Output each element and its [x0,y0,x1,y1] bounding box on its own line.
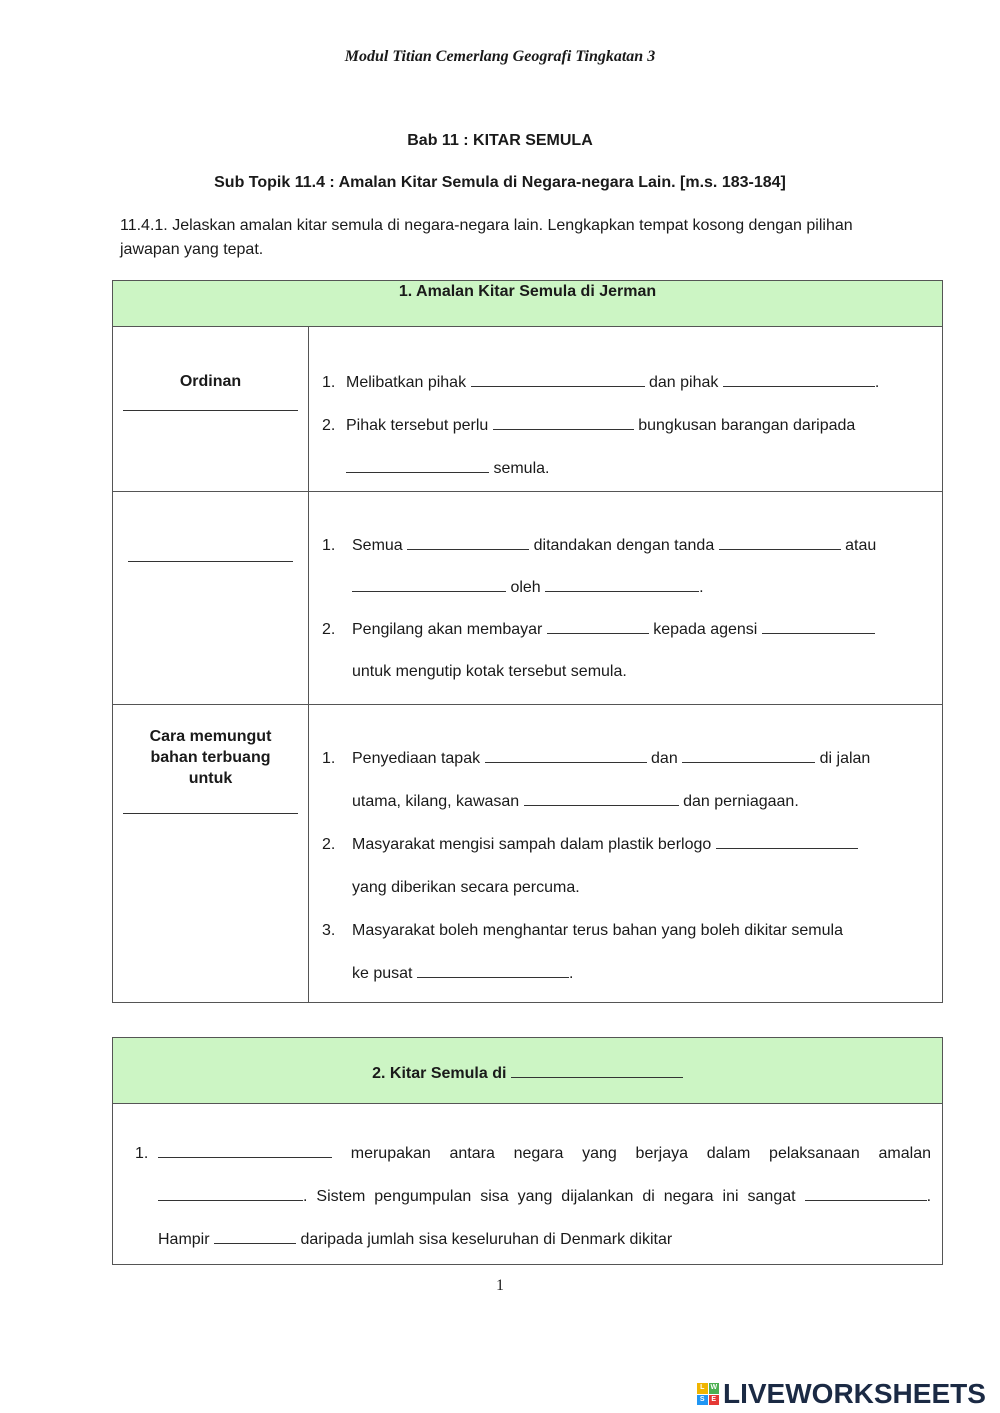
answer-blank[interactable] [346,454,489,473]
liveworksheets-text: LIVEWORKSHEETS [723,1378,986,1409]
answer-blank[interactable] [805,1182,927,1201]
collection-method-cell [113,705,309,1003]
ordinance-label: Ordinan [179,373,242,390]
chapter-title: Bab 11 : KITAR SEMULA [407,132,593,149]
answer-blank[interactable] [524,787,679,806]
answer-blank[interactable] [158,1182,303,1201]
ordinance-cell [113,327,309,492]
answer-blank[interactable] [762,615,875,634]
denmark-content [113,1104,943,1265]
logo-letter: E [709,1395,720,1406]
collection-method-blank[interactable] [123,813,298,814]
germany-table-title: 1. Amalan Kitar Semula di Jerman [113,281,943,327]
page-number: 1 [496,1277,504,1294]
answer-blank[interactable] [471,368,645,387]
list-item: 2. Pengilang akan membayar kepada agensi untuk mengutip kotak tersebut semula. [310,609,941,693]
module-header: Modul Titian Cemerlang Geografi Tingkatan 3 [344,48,656,65]
logo-letter: S [697,1395,708,1406]
denmark-table [112,1037,943,1265]
ordinance-blank[interactable] [123,410,298,411]
answer-blank[interactable] [723,368,875,387]
answer-blank[interactable] [547,615,649,634]
germany-table [112,280,943,1003]
collection-method-label: Cara memungut bahan terbuang untuk [149,728,272,787]
row2-left-cell [113,492,309,705]
list-item: 2. Pihak tersebut perlu bungkusan barangan daripada semula. [310,404,941,490]
list-item: 1. Melibatkan pihak dan pihak . [310,361,941,404]
answer-blank[interactable] [407,531,529,550]
country-blank[interactable] [511,1059,683,1078]
logo-letter: L [697,1383,708,1394]
answer-blank[interactable] [682,744,815,763]
answer-blank[interactable] [417,959,569,978]
list-item: 1. Semua ditandakan dengan tanda atau oleh . [310,525,941,609]
liveworksheets-logo [697,1378,986,1410]
list-item: 1. Penyediaan tapak dan di jalan utama, kilang, kawasan dan perniagaan. [310,737,941,823]
liveworksheets-icon [697,1383,719,1405]
list-item: 2. Masyarakat mengisi sampah dalam plastik berlogo yang diberikan secara percuma. [310,823,941,909]
denmark-table-title: 2. Kitar Semula di [113,1038,943,1104]
answer-blank[interactable] [493,411,634,430]
answer-blank[interactable] [719,531,841,550]
ordinance-content [309,327,943,492]
collection-method-content [309,705,943,1003]
logo-letter: W [709,1383,720,1394]
answer-blank[interactable] [545,573,699,592]
row2-content [309,492,943,705]
row2-title-blank[interactable] [128,561,293,562]
subtopic-title: Sub Topik 11.4 : Amalan Kitar Semula di Negara-negara Lain. [m.s. 183-184] [214,174,786,191]
answer-blank[interactable] [214,1225,296,1244]
answer-blank[interactable] [716,830,858,849]
instruction-text: 11.4.1. Jelaskan amalan kitar semula di negara-negara lain. Lengkapkan tempat kosong dengan pilihan jawapan yang tepat. [120,217,853,258]
answer-blank[interactable] [158,1139,332,1158]
list-item: 1. merupakan antara negara yang berjaya dalam pelaksanaan amalan . Sistem pengumpulan sisa yang dijalankan di negara ini sangat . Hampir daripada jumlah sisa keseluruhan di Denmark dikitar [114,1105,941,1261]
list-item: 3. Masyarakat boleh menghantar terus bahan yang boleh dikitar semula ke pusat . [322,922,843,982]
answer-blank[interactable] [485,744,647,763]
answer-blank[interactable] [352,573,506,592]
